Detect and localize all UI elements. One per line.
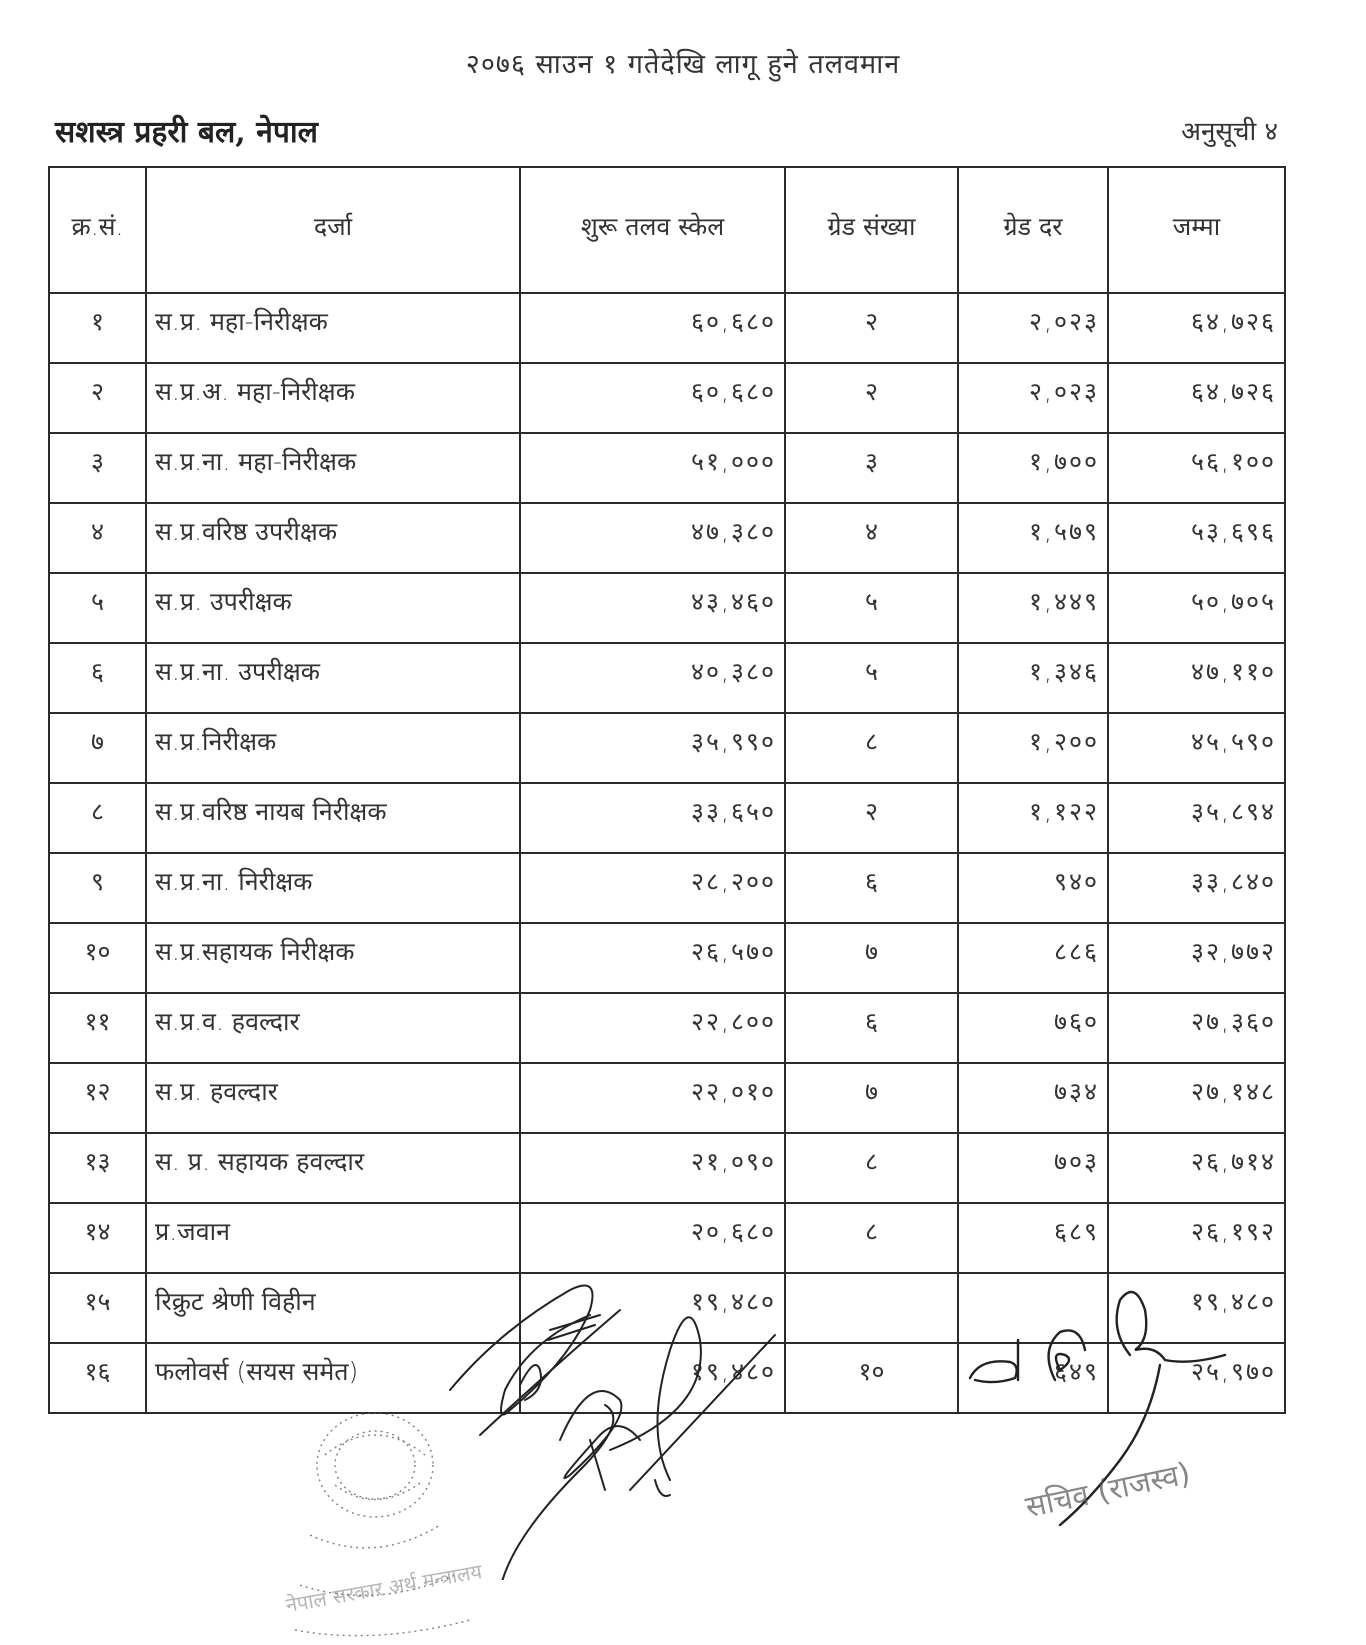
cell-serial: ५ [49, 573, 146, 643]
cell-grades: ८ [785, 1133, 958, 1203]
cell-rate: ७६० [958, 993, 1108, 1063]
header-serial: क्र.सं. [49, 167, 146, 293]
cell-salary: ४०,३८० [520, 643, 785, 713]
cell-rank: रिक्रुट श्रेणी विहीन [146, 1273, 520, 1343]
organization-name: सशस्त्र प्रहरी बल, नेपाल [55, 115, 318, 150]
table-row [49, 643, 1285, 713]
header-rank: दर्जा [146, 167, 520, 293]
cell-rate: २,०२३ [958, 293, 1108, 363]
cell-salary: ६०,६८० [520, 363, 785, 433]
cell-grades: ४ [785, 503, 958, 573]
cell-serial: १५ [49, 1273, 146, 1343]
cell-serial: १६ [49, 1343, 146, 1413]
cell-grades: ६ [785, 993, 958, 1063]
cell-total: ५३,६९६ [1108, 503, 1285, 573]
cell-serial: ६ [49, 643, 146, 713]
table-row [49, 1133, 1285, 1203]
table-row [49, 1203, 1285, 1273]
cell-rank: स.प्र.ना. उपरीक्षक [146, 643, 520, 713]
cell-serial: ८ [49, 783, 146, 853]
cell-total: ४५,५९० [1108, 713, 1285, 783]
cell-rank: स.प्र.ना. महा-निरीक्षक [146, 433, 520, 503]
cell-rank: स.प्र.वरिष्ठ उपरीक्षक [146, 503, 520, 573]
table-row [49, 783, 1285, 853]
cell-rank: स. प्र. सहायक हवल्दार [146, 1133, 520, 1203]
cell-grades: ६ [785, 853, 958, 923]
cell-grades: ८ [785, 713, 958, 783]
cell-total: ३२,७७२ [1108, 923, 1285, 993]
table-row [49, 503, 1285, 573]
signature-caption: सचिव (राजस्व) [1022, 1456, 1194, 1526]
cell-total: १९,४८० [1108, 1273, 1285, 1343]
cell-grades: २ [785, 363, 958, 433]
table-row [49, 713, 1285, 783]
cell-grades: ७ [785, 923, 958, 993]
cell-salary: २२,८०० [520, 993, 785, 1063]
cell-salary: १९,४८० [520, 1343, 785, 1413]
cell-rank: स.प्र. उपरीक्षक [146, 573, 520, 643]
cell-grades: ८ [785, 1203, 958, 1273]
cell-serial: १३ [49, 1133, 146, 1203]
cell-serial: २ [49, 363, 146, 433]
cell-total: २५,९७० [1108, 1343, 1285, 1413]
cell-salary: ५१,००० [520, 433, 785, 503]
table-row [49, 363, 1285, 433]
cell-salary: २०,६८० [520, 1203, 785, 1273]
cell-salary: २८,२०० [520, 853, 785, 923]
cell-total: २६,७१४ [1108, 1133, 1285, 1203]
cell-total: ४७,११० [1108, 643, 1285, 713]
cell-rank: स.प्र. हवल्दार [146, 1063, 520, 1133]
table-row [49, 433, 1285, 503]
cell-rank: स.प्र. महा-निरीक्षक [146, 293, 520, 363]
cell-rate: १,४४९ [958, 573, 1108, 643]
cell-rank: स.प्र.ना. निरीक्षक [146, 853, 520, 923]
header-grade-count: ग्रेड संख्या [785, 167, 958, 293]
document-title: २०७६ साउन १ गतेदेखि लागू हुने तलवमान [465, 49, 901, 80]
cell-rate: ८८६ [958, 923, 1108, 993]
cell-salary: ३३,६५० [520, 783, 785, 853]
cell-rank: स.प्र.अ. महा-निरीक्षक [146, 363, 520, 433]
cell-rank: स.प्र.वरिष्ठ नायब निरीक्षक [146, 783, 520, 853]
cell-salary: ६०,६८० [520, 293, 785, 363]
signature-1-icon [440, 1270, 780, 1580]
cell-grades: २ [785, 783, 958, 853]
cell-grades: २ [785, 293, 958, 363]
cell-serial: १० [49, 923, 146, 993]
header-starting-salary: शुरू तलव स्केल [520, 167, 785, 293]
cell-total: ५०,७०५ [1108, 573, 1285, 643]
cell-grades: ७ [785, 1063, 958, 1133]
cell-rate: ६४९ [958, 1343, 1108, 1413]
cell-total: ३३,८४० [1108, 853, 1285, 923]
table-row [49, 993, 1285, 1063]
cell-rate: १,५७९ [958, 503, 1108, 573]
header-grade-rate: ग्रेड दर [958, 167, 1108, 293]
cell-serial: ३ [49, 433, 146, 503]
cell-rate: १,२०० [958, 713, 1108, 783]
cell-serial: ७ [49, 713, 146, 783]
cell-serial: १ [49, 293, 146, 363]
cell-rate: १,१२२ [958, 783, 1108, 853]
cell-rate: १,३४६ [958, 643, 1108, 713]
cell-rate: ७३४ [958, 1063, 1108, 1133]
cell-rank: स.प्र.सहायक निरीक्षक [146, 923, 520, 993]
signature-2-icon [960, 1270, 1260, 1530]
cell-rate: ९४० [958, 853, 1108, 923]
cell-rank: स.प्र.निरीक्षक [146, 713, 520, 783]
cell-total: २६,१९२ [1108, 1203, 1285, 1273]
cell-rate: ६८९ [958, 1203, 1108, 1273]
cell-salary: ४३,४६० [520, 573, 785, 643]
cell-total: ६४,७२६ [1108, 293, 1285, 363]
cell-grades: ५ [785, 573, 958, 643]
cell-grades: ३ [785, 433, 958, 503]
cell-rank: स.प्र.व. हवल्दार [146, 993, 520, 1063]
cell-salary: ३५,९९० [520, 713, 785, 783]
cell-grades: ५ [785, 643, 958, 713]
cell-rank: फलोवर्स (सयस समेत) [146, 1343, 520, 1413]
stamp-text: नेपाल सरकार अर्थ मन्त्रालय [283, 1559, 484, 1618]
cell-grades: १० [785, 1343, 958, 1413]
cell-rank: प्र.जवान [146, 1203, 520, 1273]
cell-total: ६४,७२६ [1108, 363, 1285, 433]
table-row [49, 1063, 1285, 1133]
table-row [49, 853, 1285, 923]
cell-total: २७,१४८ [1108, 1063, 1285, 1133]
table-row [49, 293, 1285, 363]
table-row [49, 923, 1285, 993]
cell-serial: ११ [49, 993, 146, 1063]
table-header-row [49, 167, 1285, 293]
cell-salary: २१,०९० [520, 1133, 785, 1203]
cell-serial: १४ [49, 1203, 146, 1273]
cell-total: ३५,८९४ [1108, 783, 1285, 853]
header-total: जम्मा [1108, 167, 1285, 293]
cell-salary: ४७,३८० [520, 503, 785, 573]
cell-rate: ७०३ [958, 1133, 1108, 1203]
salary-table [48, 166, 1286, 1414]
cell-serial: ४ [49, 503, 146, 573]
cell-salary: २२,०१० [520, 1063, 785, 1133]
cell-total: २७,३६० [1108, 993, 1285, 1063]
cell-salary: २६,५७० [520, 923, 785, 993]
table-row [49, 573, 1285, 643]
cell-total: ५६,१०० [1108, 433, 1285, 503]
cell-serial: ९ [49, 853, 146, 923]
annex-label: अनुसूची ४ [1181, 117, 1278, 147]
cell-serial: १२ [49, 1063, 146, 1133]
signature-area [0, 1270, 1366, 1642]
cell-rate: २,०२३ [958, 363, 1108, 433]
cell-rate: १,७०० [958, 433, 1108, 503]
cell-salary: १९,४८० [520, 1273, 785, 1343]
